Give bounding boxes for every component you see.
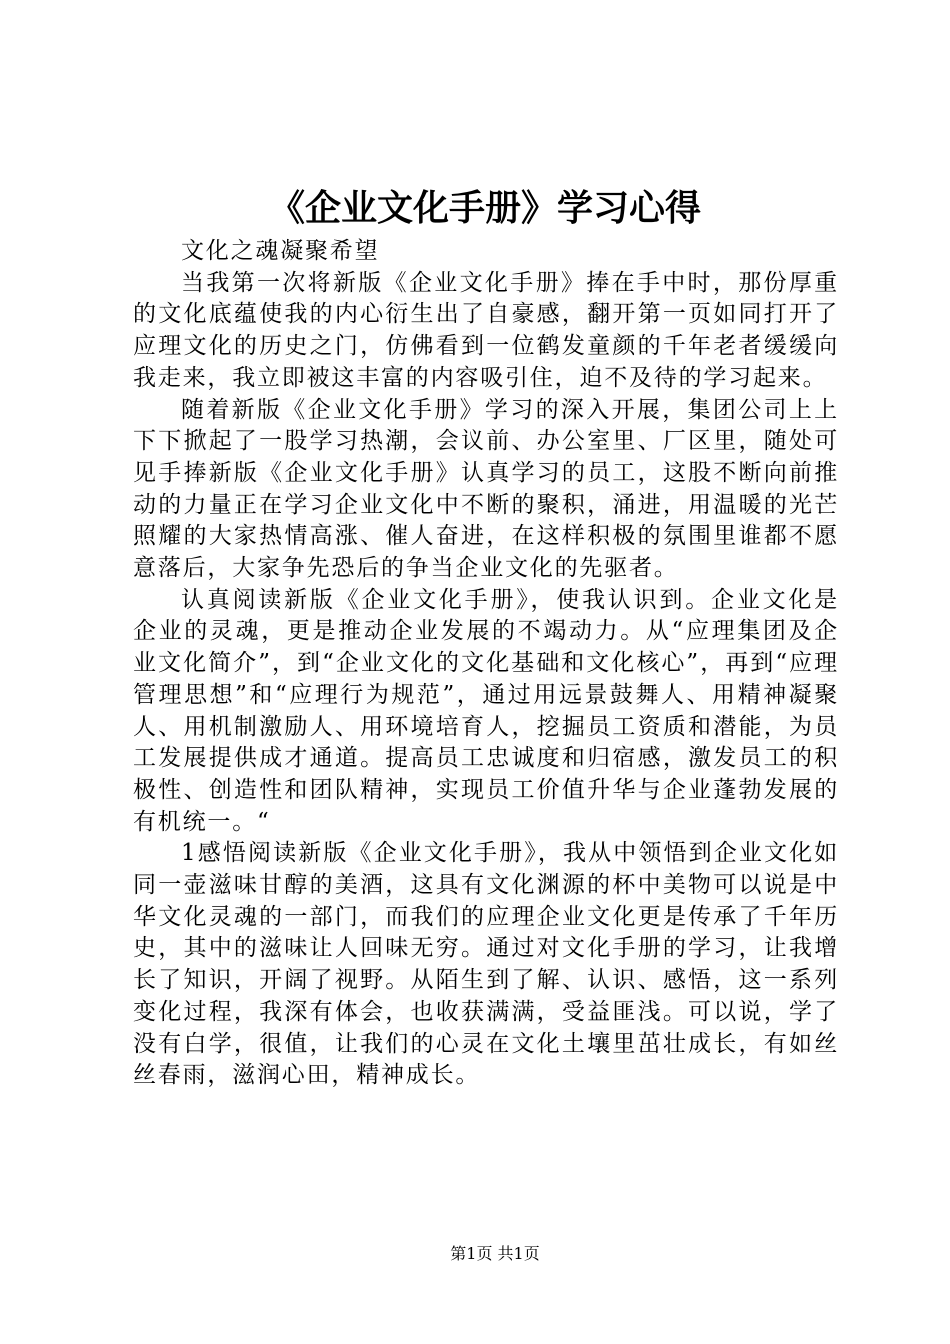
paragraph-3: 认真阅读新版《企业文化手册》，使我认识到。企业文化是企业的灵魂，更是推动企业发展的不竭动力。从“应理集团及企业文化简介”，到“企业文化的文化基础和文化核心”，再到“应理管理思想”和“应理行为规范”，通过用远景鼓舞人、用精神凝聚人、用机制激励人、用环境培育人，挖掘员工资质和潜能，为员工发展提供成才通道。提高员工忠诚度和归宿感，激发员工的积极性、创造性和团队精神，实现员工价值升华与企业蓬勃发展的有机统一。“ (133, 586, 839, 835)
document-body (133, 236, 839, 1092)
paragraph-4: 1感悟阅读新版《企业文化手册》，我从中领悟到企业文化如同一壶滋味甘醇的美酒，这具有文化渊源的杯中美物可以说是中华文化灵魂的一部门，而我们的应理企业文化更是传承了千年历史，其中的滋味让人回味无穷。通过对文化手册的学习，让我增长了知识，开阔了视野。从陌生到了解、认识、感悟，这一系列变化过程，我深有体会，也收获满满，受益匪浅。可以说，学了没有白学，很值，让我们的心灵在文化土壤里茁壮成长，有如丝丝春雨，滋润心田，精神成长。 (133, 840, 839, 1089)
page-footer: 第1页 共1页 (450, 1244, 540, 1263)
document-title: 《企业文化手册》学习心得 (268, 188, 701, 229)
paragraph-1: 当我第一次将新版《企业文化手册》捧在手中时，那份厚重的文化底蕴使我的内心衍生出了自豪感，翻开第一页如同打开了应理文化的历史之门，仿佛看到一位鹤发童颜的千年老者缓缓向我走来，我立即被这丰富的内容吸引住，迫不及待的学习起来。 (133, 269, 839, 391)
paragraph-2: 随着新版《企业文化手册》学习的深入开展，集团公司上上下下掀起了一股学习热潮，会议前、办公室里、厂区里，随处可见手捧新版《企业文化手册》认真学习的员工，这股不断向前推动的力量正在学习企业文化中不断的聚积，涌进，用温暖的光芒照耀的大家热情高涨、催人奋进，在这样积极的氛围里谁都不愿意落后，大家争先恐后的争当企业文化的先驱者。 (133, 396, 839, 582)
subtitle: 文化之魂凝聚希望 (181, 238, 380, 264)
